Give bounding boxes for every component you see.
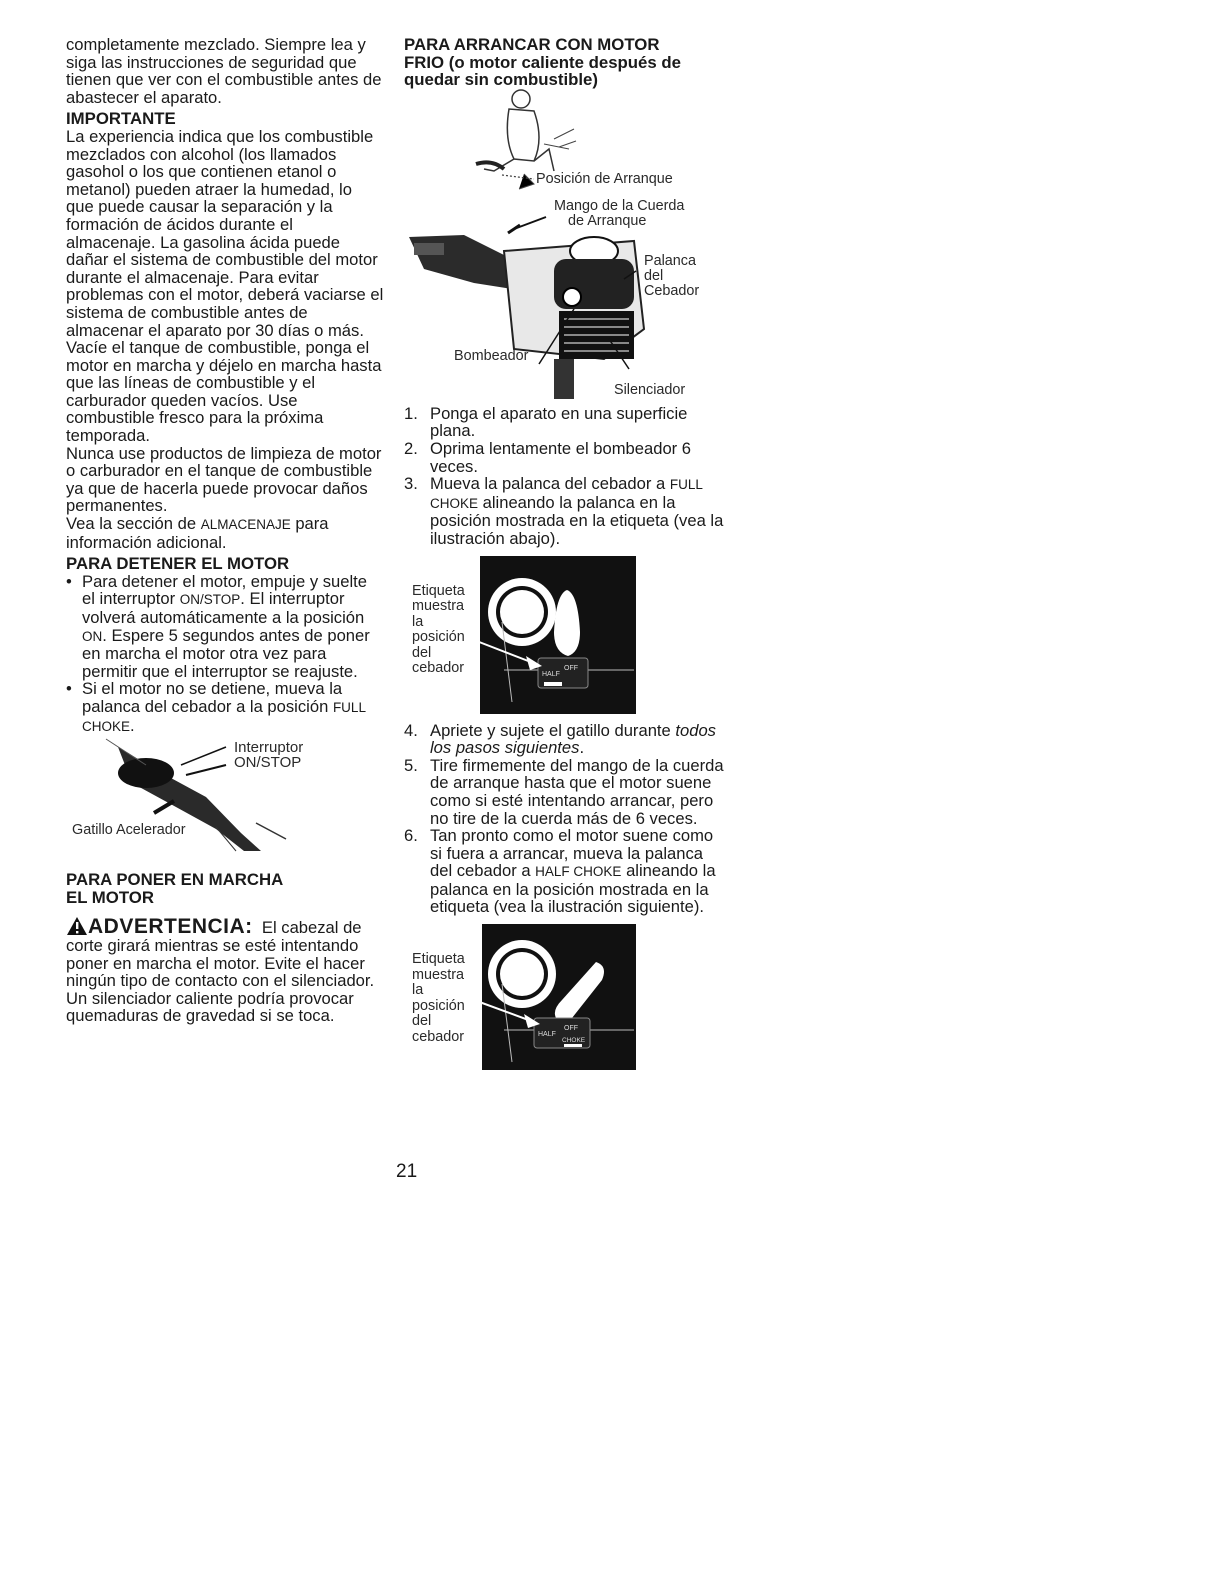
on-stop-ref: ON/STOP [179, 592, 241, 608]
label-line: del [644, 267, 664, 284]
label-etiqueta-2 [412, 952, 465, 1045]
page-number: 21 [396, 1161, 418, 1182]
label-interruptor [234, 740, 303, 770]
choke-off-text: OFF [564, 1025, 578, 1033]
stop-switch-figure [66, 735, 384, 853]
label-line: cebador [412, 660, 465, 677]
stop-bullet-2 [66, 680, 384, 735]
step-text: Ponga el aparato en una superficie plana. [430, 403, 688, 441]
starting-position-figure [404, 89, 724, 199]
label-line: del [412, 1013, 432, 1030]
warning-text-a: El cabezal de [261, 918, 362, 938]
importante-paragraph-3 [66, 515, 384, 551]
step-3 [404, 475, 724, 547]
label-line: cebador [412, 1028, 465, 1045]
almacenaje-ref: ALMACENAJE [200, 517, 291, 533]
importante-paragraph-1: La experiencia indica que los combustible mezclados con alcohol (los llamados gasohol o los que contienen etanol o metanol) pueden atraer la humedad, lo que puede causar la separación y la formación de ácidos durante el almacenaje. La gasolina ácida puede dañar el sistema de combustible del motor durante el almacenaje. Para evitar problemas con el motor, deberá vaciarse el sistema de combustible antes de almacenar el aparato por 30 días o más. Vacíe el tanque de combustible, ponga el motor en marcha y déjelo en marcha hasta que las líneas de combustible y el carburador queden vacíos. Use combustible fresco para la próxima temporada. [66, 126, 384, 446]
importante-heading: IMPORTANTE [66, 109, 176, 129]
intro-paragraph: completamente mezclado. Siempre lea y siga las instrucciones de seguridad que tienen que ver con el combustible antes de abastecer el aparato. [66, 35, 382, 107]
label-line: muestra [412, 598, 464, 615]
choke-choke-text: CHOKE [562, 1037, 586, 1045]
label-line: la [412, 982, 424, 999]
step-6 [404, 827, 724, 916]
label-etiqueta-1 [412, 584, 465, 677]
right-column [404, 36, 724, 1072]
text-run: Para detener el motor, empuje y suelte el interruptor [82, 571, 368, 609]
step-number: 3. [404, 474, 418, 494]
label-bombeador: Bombeador [454, 347, 529, 364]
cold-start-heading-3: quedar sin combustible) [404, 70, 598, 90]
label-line: Etiqueta [412, 582, 465, 599]
step-1 [404, 405, 724, 440]
stop-heading: PARA DETENER EL MOTOR [66, 554, 290, 574]
label-posicion-arranque: Posición de Arranque [536, 170, 673, 187]
step-text-italic: todos los pasos siguientes [430, 720, 716, 758]
bullet-icon: • [66, 571, 72, 591]
label-line: Etiqueta [412, 951, 465, 968]
importante-paragraph-2: Nunca use productos de limpieza de motor o carburador en el tanque de combustible ya que de hacerla puede provocar daños permanentes. [66, 443, 382, 516]
step-number: 2. [404, 438, 418, 458]
choke-off-text: OFF [564, 664, 578, 672]
full-choke-label-figure [404, 552, 724, 716]
label-palanca-cebador [644, 254, 699, 299]
label-line: ON/STOP [234, 754, 302, 772]
choke-half-text: HALF [538, 1031, 556, 1039]
step-text: alineando la palanca en la posición mostrada en la etiqueta (vea la ilustración abajo). [430, 492, 724, 548]
start-heading-1: PARA PONER EN MARCHA [66, 870, 284, 890]
step-text: Mueva la palanca del cebador a [430, 474, 670, 494]
label-line: del [412, 644, 432, 661]
text-run: . [130, 715, 135, 735]
label-line: posición [412, 629, 465, 646]
bullet-icon: • [66, 679, 72, 699]
step-5 [404, 757, 724, 827]
label-line: la [412, 613, 424, 630]
on-ref: ON [82, 628, 103, 644]
step-number: 6. [404, 826, 418, 846]
step-text: . [579, 738, 585, 758]
step-number: 5. [404, 755, 418, 775]
cold-start-heading-1: PARA ARRANCAR CON MOTOR [404, 35, 660, 54]
left-column [66, 36, 384, 1025]
label-line: de Arranque [568, 212, 647, 229]
step-text: Tan pronto como el motor suene como si fuera a arrancar, mueva la palanca del cebador a [430, 826, 714, 881]
full-choke-ref: FULL CHOKE [82, 699, 366, 734]
label-line: Mango de la Cuerda [554, 197, 685, 214]
text-run: . Espere 5 segundos antes de poner en marcha el motor otra vez para permitir que el interruptor se reajuste. [82, 625, 370, 681]
choke-half-text: HALF [542, 670, 560, 678]
step-4 [404, 722, 724, 757]
cold-start-heading-2: FRIO (o motor caliente después de [404, 52, 681, 72]
warning-paragraph [66, 916, 384, 1025]
half-choke-label-figure [404, 922, 724, 1072]
warning-triangle-icon [66, 916, 88, 936]
half-choke-ref: HALF CHOKE [535, 864, 622, 880]
text-run: . El interruptor volverá automáticamente a la posición [82, 589, 365, 627]
text-run: Si el motor no se detiene, mueva la palanca del cebador a la posición [82, 679, 343, 716]
label-mango-cuerda [554, 199, 684, 229]
step-text: alineando la palanca en la posición mostrada en la etiqueta (vea la ilustración siguiente). [430, 861, 716, 917]
stop-bullet-1 [66, 573, 384, 681]
start-heading-2: EL MOTOR [66, 887, 154, 907]
label-silenciador: Silenciador [614, 381, 686, 398]
label-line: Cebador [644, 282, 700, 299]
engine-illustration [404, 199, 724, 405]
text-run: para información adicional. [66, 514, 329, 552]
warning-text-b: corte girará mientras se esté intentando poner en marcha el motor. Evite el hacer ningún tipo de contacto con el silenciador. Un silenciador caliente podría provocar quemaduras de gravedad si se toca. [66, 935, 375, 1026]
step-2 [404, 440, 724, 475]
step-text: Apriete y sujete el gatillo durante [430, 720, 676, 740]
engine-figure [404, 199, 724, 405]
step-number: 1. [404, 403, 418, 423]
label-line: muestra [412, 966, 464, 983]
label-line: Palanca [644, 252, 697, 269]
text-run: Vea la sección de [66, 514, 201, 534]
warning-title: ADVERTENCIA: [88, 915, 253, 939]
step-text: Tire firmemente del mango de la cuerda de arranque hasta que el motor suene como si esté intentando arrancar, pero no tire de la cuerda más de 6 veces. [430, 755, 724, 828]
label-line: Interruptor [234, 739, 304, 757]
step-number: 4. [404, 720, 418, 740]
label-gatillo: Gatillo Acelerador [72, 822, 186, 839]
full-choke-ref: FULL CHOKE [430, 477, 703, 511]
label-line: posición [412, 997, 465, 1014]
step-text: Oprima lentamente el bombeador 6 veces. [430, 438, 692, 476]
